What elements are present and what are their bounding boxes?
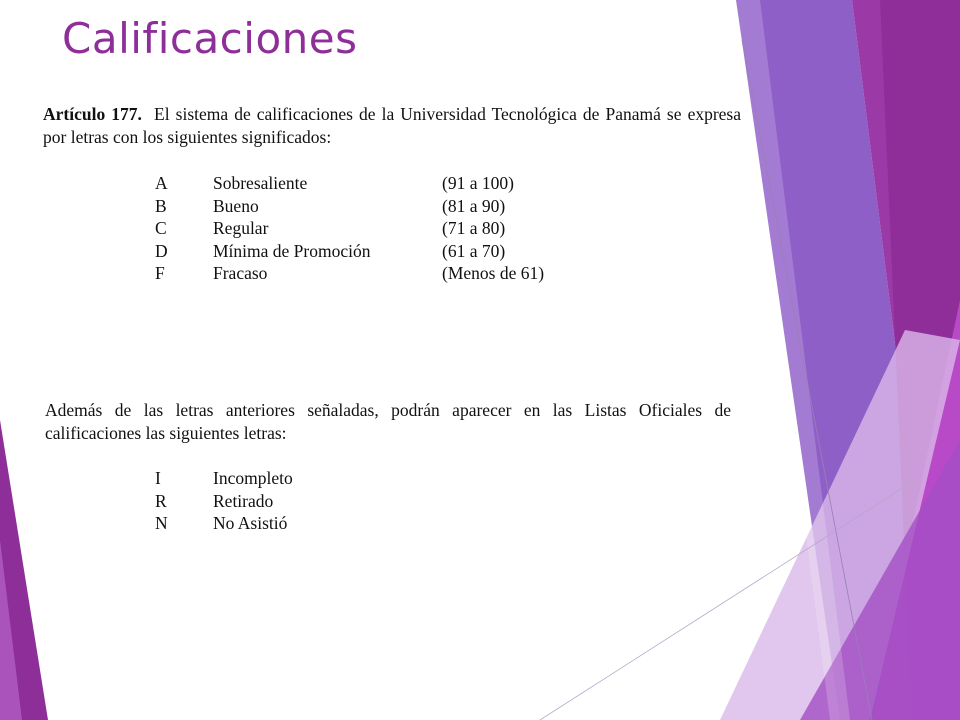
extra-letter-row — [155, 490, 442, 513]
grade-meaning: Regular — [213, 218, 269, 239]
grade-row — [155, 172, 582, 195]
article-paragraph — [43, 103, 741, 149]
grade-letter: F — [155, 263, 165, 284]
grade-meaning: Mínima de Promoción — [213, 240, 371, 261]
grade-range: (91 a 100) — [442, 173, 514, 193]
grade-letter: C — [155, 218, 167, 239]
extra-letter: I — [155, 468, 161, 488]
grade-row — [155, 217, 582, 240]
extra-letter: R — [155, 490, 167, 511]
article-heading: Artículo 177. — [43, 104, 142, 124]
article-text: El sistema de calificaciones de la Universidad Tecnológica de Panamá se expresa por letras con los siguientes significados: — [43, 104, 742, 147]
grade-meaning: Fracaso — [213, 263, 268, 284]
grade-meaning: Sobresaliente — [213, 173, 308, 193]
extra-letter-meaning: Incompleto — [213, 468, 293, 488]
grade-meaning: Bueno — [213, 195, 259, 216]
grade-range: (81 a 90) — [442, 195, 506, 216]
grade-range: (61 a 70) — [442, 240, 506, 261]
additional-paragraph: Además de las letras anteriores señaladas, podrán aparecer en las Listas Oficiales de calificaciones las siguientes letras: — [45, 400, 731, 443]
grade-letter: D — [155, 240, 168, 261]
grade-range: (71 a 80) — [442, 218, 506, 239]
extra-letter: N — [155, 513, 168, 534]
grade-letter: A — [155, 173, 168, 193]
slide-title: Calificaciones — [62, 14, 358, 63]
extra-letter-row — [155, 467, 442, 490]
extra-letters-table — [155, 467, 442, 535]
extra-letter-row — [155, 512, 442, 535]
grade-row — [155, 262, 582, 285]
grades-table — [155, 172, 582, 285]
extra-letter-meaning: Retirado — [213, 490, 274, 511]
grade-range: (Menos de 61) — [442, 263, 545, 284]
grade-row — [155, 195, 582, 218]
grade-row — [155, 240, 582, 263]
grade-letter: B — [155, 195, 167, 216]
extra-letter-meaning: No Asistió — [213, 513, 288, 534]
